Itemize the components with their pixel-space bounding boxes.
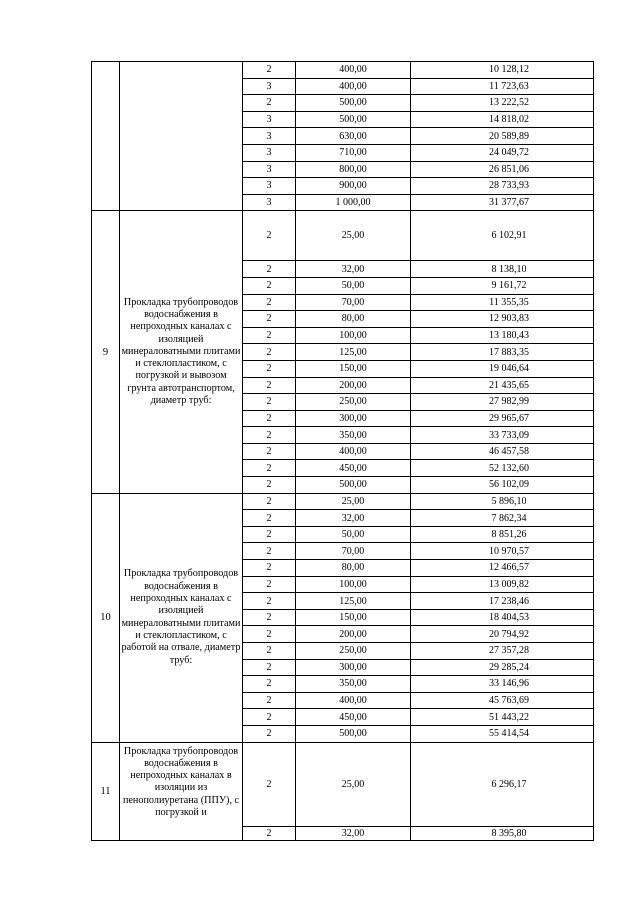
diameter-cell: 200,00 <box>296 377 411 394</box>
category-cell: 2 <box>243 560 296 577</box>
price-cell: 12 466,57 <box>411 560 594 577</box>
category-cell: 2 <box>243 676 296 693</box>
price-cell: 13 222,52 <box>411 95 594 112</box>
category-cell: 2 <box>243 443 296 460</box>
price-cell: 6 102,91 <box>411 211 594 261</box>
category-cell: 2 <box>243 609 296 626</box>
price-cell: 13 009,82 <box>411 576 594 593</box>
category-cell: 2 <box>243 95 296 112</box>
diameter-cell: 710,00 <box>296 144 411 161</box>
diameter-cell: 32,00 <box>296 261 411 278</box>
price-cell: 33 733,09 <box>411 427 594 444</box>
diameter-cell: 630,00 <box>296 128 411 145</box>
category-cell: 2 <box>243 576 296 593</box>
price-cell: 13 180,43 <box>411 327 594 344</box>
category-cell: 2 <box>243 543 296 560</box>
price-cell: 8 395,80 <box>411 826 594 840</box>
price-cell: 55 414,54 <box>411 725 594 742</box>
category-cell: 2 <box>243 725 296 742</box>
diameter-cell: 25,00 <box>296 493 411 510</box>
price-cell: 27 982,99 <box>411 394 594 411</box>
diameter-cell: 1 000,00 <box>296 194 411 211</box>
diameter-cell: 70,00 <box>296 294 411 311</box>
item-description-cell <box>120 62 243 211</box>
diameter-cell: 500,00 <box>296 725 411 742</box>
price-cell: 52 132,60 <box>411 460 594 477</box>
diameter-cell: 250,00 <box>296 643 411 660</box>
item-description-cell: Прокладка трубопроводов водоснабжения в непроходных каналах с изоляцией минераловатными плитами и стеклопластиком, с погрузкой и вывозом грунта автотранспортом, диаметр труб: <box>120 211 243 493</box>
diameter-cell: 50,00 <box>296 277 411 294</box>
diameter-cell: 25,00 <box>296 742 411 826</box>
category-cell: 2 <box>243 460 296 477</box>
category-cell: 2 <box>243 659 296 676</box>
price-cell: 31 377,67 <box>411 194 594 211</box>
diameter-cell: 450,00 <box>296 460 411 477</box>
price-cell: 51 443,22 <box>411 709 594 726</box>
price-cell: 5 896,10 <box>411 493 594 510</box>
price-cell: 18 404,53 <box>411 609 594 626</box>
category-cell: 2 <box>243 327 296 344</box>
category-cell: 2 <box>243 294 296 311</box>
category-cell: 2 <box>243 742 296 826</box>
diameter-cell: 800,00 <box>296 161 411 178</box>
category-cell: 2 <box>243 709 296 726</box>
diameter-cell: 80,00 <box>296 311 411 328</box>
price-cell: 20 589,89 <box>411 128 594 145</box>
category-cell: 2 <box>243 277 296 294</box>
diameter-cell: 400,00 <box>296 78 411 95</box>
diameter-cell: 125,00 <box>296 593 411 610</box>
price-cell: 56 102,09 <box>411 477 594 494</box>
category-cell: 2 <box>243 477 296 494</box>
category-cell: 2 <box>243 62 296 79</box>
category-cell: 3 <box>243 78 296 95</box>
category-cell: 3 <box>243 128 296 145</box>
item-number-cell: 9 <box>92 211 120 493</box>
diameter-cell: 80,00 <box>296 560 411 577</box>
category-cell: 2 <box>243 344 296 361</box>
diameter-cell: 250,00 <box>296 394 411 411</box>
category-cell: 2 <box>243 377 296 394</box>
category-cell: 2 <box>243 526 296 543</box>
diameter-cell: 300,00 <box>296 659 411 676</box>
item-number-cell: 10 <box>92 493 120 742</box>
diameter-cell: 350,00 <box>296 676 411 693</box>
diameter-cell: 125,00 <box>296 344 411 361</box>
price-cell: 27 357,28 <box>411 643 594 660</box>
diameter-cell: 350,00 <box>296 427 411 444</box>
category-cell: 3 <box>243 194 296 211</box>
category-cell: 2 <box>243 826 296 840</box>
diameter-cell: 900,00 <box>296 178 411 195</box>
diameter-cell: 50,00 <box>296 526 411 543</box>
category-cell: 3 <box>243 178 296 195</box>
price-cell: 17 238,46 <box>411 593 594 610</box>
table-row <box>92 211 594 261</box>
category-cell: 2 <box>243 493 296 510</box>
price-cell: 10 128,12 <box>411 62 594 79</box>
price-table <box>91 61 594 841</box>
price-cell: 9 161,72 <box>411 277 594 294</box>
category-cell: 2 <box>243 410 296 427</box>
price-cell: 7 862,34 <box>411 510 594 527</box>
diameter-cell: 500,00 <box>296 477 411 494</box>
diameter-cell: 25,00 <box>296 211 411 261</box>
diameter-cell: 500,00 <box>296 95 411 112</box>
price-cell: 26 851,06 <box>411 161 594 178</box>
item-number-cell: 11 <box>92 742 120 840</box>
price-cell: 28 733,93 <box>411 178 594 195</box>
category-cell: 2 <box>243 261 296 278</box>
table-row <box>92 62 594 79</box>
diameter-cell: 400,00 <box>296 62 411 79</box>
category-cell: 2 <box>243 427 296 444</box>
table-row <box>92 493 594 510</box>
category-cell: 2 <box>243 394 296 411</box>
category-cell: 2 <box>243 643 296 660</box>
diameter-cell: 500,00 <box>296 111 411 128</box>
diameter-cell: 32,00 <box>296 826 411 840</box>
diameter-cell: 70,00 <box>296 543 411 560</box>
diameter-cell: 150,00 <box>296 609 411 626</box>
diameter-cell: 200,00 <box>296 626 411 643</box>
item-number-cell <box>92 62 120 211</box>
category-cell: 2 <box>243 593 296 610</box>
price-cell: 45 763,69 <box>411 692 594 709</box>
price-cell: 14 818,02 <box>411 111 594 128</box>
category-cell: 3 <box>243 161 296 178</box>
category-cell: 2 <box>243 360 296 377</box>
price-cell: 29 965,67 <box>411 410 594 427</box>
price-cell: 21 435,65 <box>411 377 594 394</box>
diameter-cell: 300,00 <box>296 410 411 427</box>
category-cell: 2 <box>243 311 296 328</box>
price-cell: 33 146,96 <box>411 676 594 693</box>
price-cell: 29 285,24 <box>411 659 594 676</box>
price-cell: 6 296,17 <box>411 742 594 826</box>
price-cell: 11 723,63 <box>411 78 594 95</box>
price-cell: 46 457,58 <box>411 443 594 460</box>
price-cell: 24 049,72 <box>411 144 594 161</box>
price-cell: 11 355,35 <box>411 294 594 311</box>
category-cell: 2 <box>243 510 296 527</box>
category-cell: 3 <box>243 111 296 128</box>
price-cell: 19 046,64 <box>411 360 594 377</box>
diameter-cell: 100,00 <box>296 576 411 593</box>
diameter-cell: 150,00 <box>296 360 411 377</box>
price-cell: 12 903,83 <box>411 311 594 328</box>
category-cell: 2 <box>243 692 296 709</box>
price-cell: 8 138,10 <box>411 261 594 278</box>
price-cell: 20 794,92 <box>411 626 594 643</box>
price-table-body <box>92 62 594 841</box>
diameter-cell: 400,00 <box>296 692 411 709</box>
diameter-cell: 400,00 <box>296 443 411 460</box>
price-cell: 17 883,35 <box>411 344 594 361</box>
price-cell: 10 970,57 <box>411 543 594 560</box>
price-cell: 8 851,26 <box>411 526 594 543</box>
diameter-cell: 100,00 <box>296 327 411 344</box>
diameter-cell: 450,00 <box>296 709 411 726</box>
table-row <box>92 742 594 826</box>
category-cell: 2 <box>243 211 296 261</box>
category-cell: 2 <box>243 626 296 643</box>
category-cell: 3 <box>243 144 296 161</box>
diameter-cell: 32,00 <box>296 510 411 527</box>
item-description-cell: Прокладка трубопроводов водоснабжения в непроходных каналах в изоляции из пенополиуретана (ППУ), с погрузкой и <box>120 742 243 840</box>
item-description-cell: Прокладка трубопроводов водоснабжения в непроходных каналах с изоляцией минераловатными плитами и стеклопластиком, с работой на отвале, диаметр труб: <box>120 493 243 742</box>
